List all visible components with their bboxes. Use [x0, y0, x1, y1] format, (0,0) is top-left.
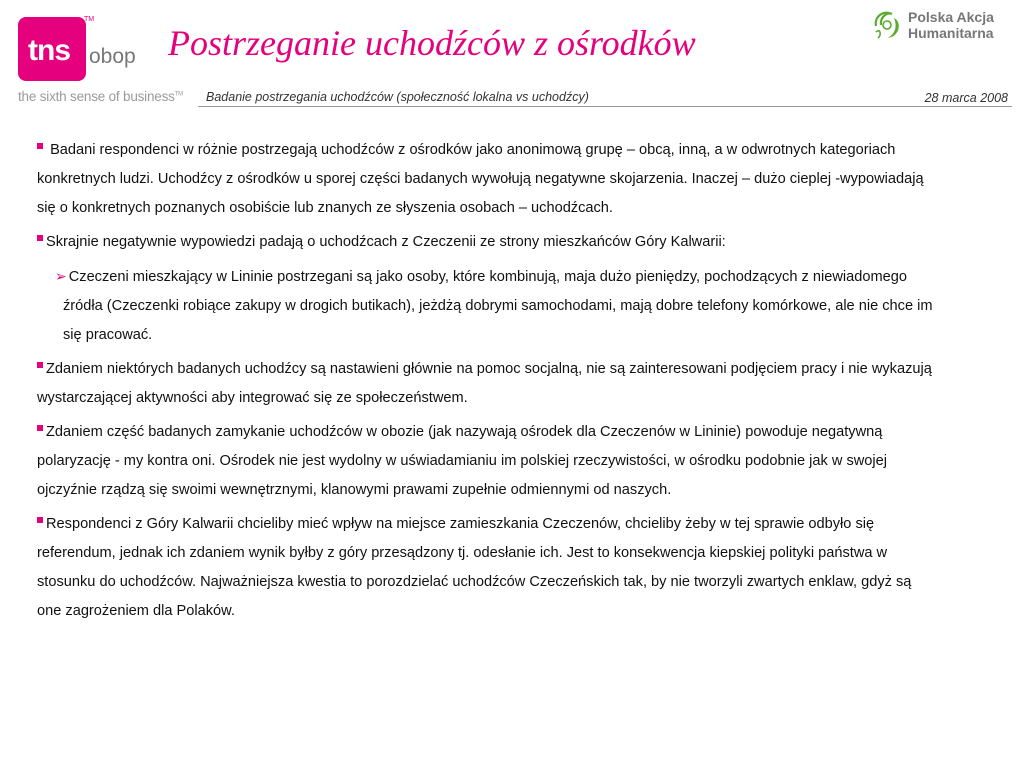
bullet-paragraph: Zdaniem niektórych badanych uchodźcy są nastawieni głównie na pomoc socjalną, nie są zainteresowani podjęciem pracy i nie wykazują wystarczającej aktywności aby integrować się ze społeczeństwem.	[37, 361, 932, 406]
header-divider	[198, 106, 1012, 107]
bullet-paragraph: Respondenci z Góry Kalwarii chcieliby mieć wpływ na miejsce zamieszkania Czeczenów, chcieliby żeby w tej sprawie odbyło się referendum, jednak ich zdaniem wynik byłby z góry przesądzony tj. odesłanie ich. Jest to konsekwencja kiepskiej polityki państwa w stosunku do uchodźców. Najważniejsza kwestia to porozdzielać uchodźców Czeczeńskich tak, by nie tworzyli zwartych enklaw, gdyż są one zagrożeniem dla Polaków.	[37, 516, 912, 619]
page-title: Postrzeganie uchodźców z ośrodków	[168, 23, 696, 63]
report-subtitle: Badanie postrzegania uchodźców (społeczność lokalna vs uchodźcy)	[206, 90, 589, 104]
bullet-square-icon	[37, 517, 43, 523]
bullet-paragraph: Badani respondenci w różnie postrzegają uchodźców z ośrodków jako anonimową grupę – obcą, inną, a w odwrotnych kategoriach konkretnych ludzi. Uchodźcy z ośrodków u sporej części badanych wywołują negatywne skojarzenia. Inaczej – dużo cieplej -wypowiadają się o konkretnych poznanych osobiście lub znanych ze słyszenia osobach – uchodźcach.	[37, 142, 924, 216]
bullet-square-icon	[37, 235, 43, 241]
tns-logo-tm: TM	[84, 16, 95, 23]
arrow-bullet-icon: ➢	[55, 268, 67, 284]
bullet-paragraph: Zdaniem część badanych zamykanie uchodźców w obozie (jak nazywają ośrodek dla Czeczenów w Lininie) powoduje negatywną polaryzację - my kontra oni. Ośrodek nie jest wydolny w uświadamianiu im polskiej rzeczywistości, w ośrodku podobnie jak w swojej ojczyźnie rządzą się swoimi wewnętrznymi, klanowymi prawami zupełnie odmiennymi od naszych.	[37, 424, 888, 498]
sub-bullet-paragraph: ➢ Czeczeni mieszkający w Lininie postrzegani są jako osoby, które kombinują, maja dużo pieniędzy, pochodzących z niewiadomego źródła (Czeczenki robiące zakupy w drogich butikach), jeżdżą dobrymi samochodami, mają dobre telefony komórkowe, ale nie chce im się pracować.	[63, 262, 937, 350]
pah-logo-text: Polska Akcja Humanitarna	[908, 9, 994, 41]
bullet-square-icon	[37, 362, 43, 368]
bullet-paragraph: Skrajnie negatywnie wypowiedzi padają o uchodźcach z Czeczenii ze strony mieszkańców Góry Kalwarii:	[37, 228, 937, 257]
slide-content	[37, 136, 937, 631]
report-date: 28 marca 2008	[924, 91, 1008, 105]
bullet-square-icon	[37, 425, 43, 431]
tns-logo-text: tns	[28, 34, 70, 67]
obop-logo-text: obop	[89, 45, 136, 68]
tagline: the sixth sense of business™	[18, 89, 183, 104]
bullet-square-icon	[37, 143, 43, 149]
